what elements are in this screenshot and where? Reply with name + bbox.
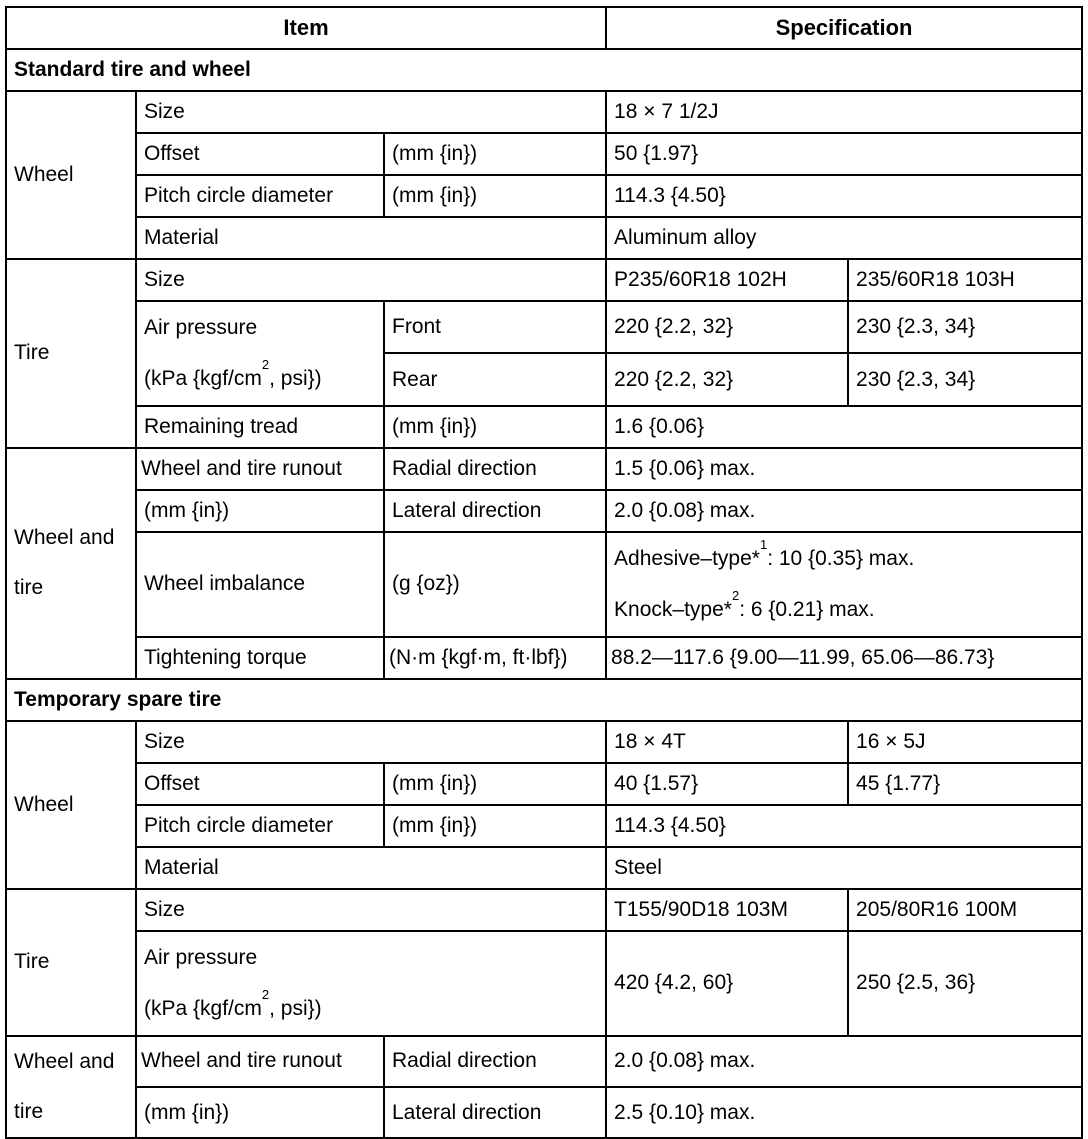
air-pressure-label [136,931,606,1036]
unit-label: Lateral direction [384,1087,606,1138]
spec-value: 235/60R18 103H [848,259,1082,301]
row-label: Wheel imbalance [136,532,384,637]
unit-label: Radial direction [384,1036,606,1087]
table-row [6,721,1082,763]
table-row [6,217,1082,259]
spec-value: 205/80R16 100M [848,889,1082,931]
spec-value: 114.3 {4.50} [606,175,1082,217]
table-row [6,805,1082,847]
air-pressure-unit [144,987,322,1021]
air-pressure-title: Air pressure [144,316,258,339]
spec-value: 45 {1.77} [848,763,1082,805]
row-label: Material [136,217,606,259]
table-row [6,91,1082,133]
section-row [6,679,1082,721]
air-pressure-unit-b: , psi}) [269,367,322,391]
spec-table [5,6,1083,1139]
spec-value: 114.3 {4.50} [606,805,1082,847]
row-label: Material [136,847,606,889]
row-label: (mm {in}) [136,490,384,532]
spec-value: P235/60R18 102H [606,259,848,301]
group-label-line: Wheel and [14,525,115,549]
unit-label: Lateral direction [384,490,606,532]
spec-value: 420 {4.2, 60} [606,931,848,1036]
row-label: Size [136,259,606,301]
row-label: Wheel and tire runout [136,448,384,490]
knock-type-value: : 6 {0.21} max. [739,598,875,622]
spec-value [606,532,1082,637]
row-label: (mm {in}) [136,1087,384,1138]
unit-label: (mm {in}) [384,805,606,847]
section-title-spare: Temporary spare tire [6,679,1082,721]
air-pressure-unit-b: , psi}) [269,997,322,1021]
unit-label: (mm {in}) [384,175,606,217]
table-row [6,532,1082,637]
spec-value: 220 {2.2, 32} [606,301,848,353]
spec-value: 250 {2.5, 36} [848,931,1082,1036]
spec-value: 230 {2.3, 34} [848,353,1082,405]
group-label-wheel: Wheel [6,721,136,889]
row-label: Tightening torque [136,637,384,679]
table-row [6,931,1082,1036]
row-label: Pitch circle diameter [136,805,384,847]
adhesive-type-value: : 10 {0.35} max. [767,546,915,570]
spec-value: 220 {2.2, 32} [606,353,848,405]
knock-type-text: Knock–type* [614,598,732,622]
unit-label: (mm {in}) [384,763,606,805]
table-row [6,847,1082,889]
table-row [6,406,1082,448]
knock-type-line [614,588,875,622]
superscript: 2 [261,987,270,1003]
row-label: Rear [384,353,606,405]
table-row [6,1036,1082,1087]
section-title-standard: Standard tire and wheel [6,49,1082,91]
row-label: Remaining tread [136,406,384,448]
header-specification: Specification [606,7,1082,49]
spec-value: Steel [606,847,1082,889]
superscript: 2 [261,357,270,373]
group-label-wheel-and-tire [6,1036,136,1139]
air-pressure-unit-a: (kPa {kgf/cm [144,997,262,1021]
air-pressure-title: Air pressure [144,945,258,969]
air-pressure-unit-a: (kPa {kgf/cm [144,367,262,391]
spec-value: 88.2—117.6 {9.00—11.99, 65.06—86.73} [606,637,1082,679]
air-pressure-label [136,301,384,406]
spec-value: 230 {2.3, 34} [848,301,1082,353]
row-label: Pitch circle diameter [136,175,384,217]
unit-label: (mm {in}) [384,406,606,448]
spec-value: 50 {1.97} [606,133,1082,175]
row-label: Size [136,721,606,763]
superscript: 2 [731,588,740,604]
group-label-wheel-and-tire [6,448,136,679]
row-label: Size [136,889,606,931]
group-label-line: tire [14,1100,44,1124]
unit-label: (g {oz}) [384,532,606,637]
group-label-tire: Tire [6,259,136,448]
unit-label: (N·m {kgf·m, ft·lbf}) [384,637,606,679]
table-row [6,889,1082,931]
section-row [6,49,1082,91]
superscript: 1 [759,536,768,552]
table-row [6,133,1082,175]
row-label: Wheel and tire runout [136,1036,384,1087]
group-label-line: Wheel and [14,1049,115,1073]
spec-value: 1.6 {0.06} [606,406,1082,448]
table-row [6,637,1082,679]
air-pressure-unit [144,357,322,391]
row-label: Front [384,301,606,353]
row-label: Size [136,91,606,133]
spec-value: 18 × 7 1/2J [606,91,1082,133]
adhesive-type-line [614,536,915,570]
spec-value: 1.5 {0.06} max. [606,448,1082,490]
unit-label: (mm {in}) [384,133,606,175]
table-row [6,259,1082,301]
group-label-wheel: Wheel [6,91,136,259]
unit-label: Radial direction [384,448,606,490]
row-label: Offset [136,133,384,175]
group-label-line: tire [14,576,44,600]
header-row [6,7,1082,49]
table-row [6,763,1082,805]
header-item: Item [6,7,606,49]
spec-value: 16 × 5J [848,721,1082,763]
table-row [6,175,1082,217]
table-row [6,448,1082,490]
spec-value: 18 × 4T [606,721,848,763]
adhesive-type-text: Adhesive–type* [614,546,760,570]
spec-value: 2.0 {0.08} max. [606,490,1082,532]
spec-value: Aluminum alloy [606,217,1082,259]
spec-value: 2.5 {0.10} max. [606,1087,1082,1138]
spec-value: 40 {1.57} [606,763,848,805]
spec-value: 2.0 {0.08} max. [606,1036,1082,1087]
table-row [6,490,1082,532]
group-label-tire: Tire [6,889,136,1036]
row-label: Offset [136,763,384,805]
table-row [6,1087,1082,1138]
table-row [6,301,1082,353]
spec-value: T155/90D18 103M [606,889,848,931]
